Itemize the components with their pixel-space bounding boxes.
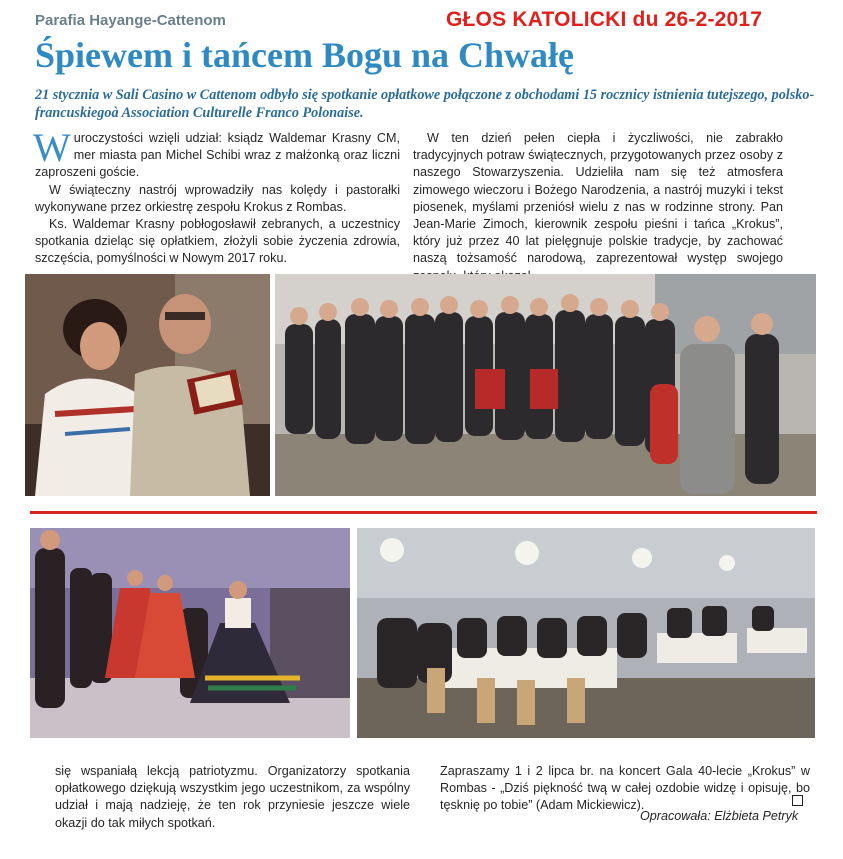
left-column (33, 125, 400, 268)
bottom-left-text: się wspaniałą lekcją patriotyzmu. Organizatorzy spotkania opłatkowego dziękują wszystkim jego uczestnikom, za wspólny udział i mają nadzieję, że ten rok przyniesie jeszcze wiele okazji do tak miłych spotkań. (55, 764, 410, 830)
dropcap: W (33, 125, 71, 170)
left-paragraph-1 (33, 125, 400, 182)
photo-priest-and-singer (25, 274, 270, 496)
headline: Śpiewem i tańcem Bogu na Chwałę (35, 35, 574, 75)
right-paragraph-1: W ten dzień pełen ciepła i życzliwości, nie zabrakło tradycyjnych potraw świątecznych, przygotowanych przez osoby z naszego Stowarzyszenia. Udzieliła nam się też atmosfera zimowego wieczoru i Bożego Narodzenia, a nastrój muzyki i tekst piosenek, myślami przeniósł wielu z nas w rodzinne strony. Pan Jean-Marie Zimoch, kierownik zespołu pieśni i tańca „Krokus”, który już przez 40 lat pielęgnuje polskie tradycje, by zachować naszą tożsamość narodową, zaprezentował występ swojego (413, 131, 783, 266)
lead-paragraph: 21 stycznia w Sali Casino w Cattenom odbyło się spotkanie opłatkowe połączone z obchodami 15 rocznicy istnienia tutejszego, polsko-francuskiegoà Association Culturelle Franco Polonaise. (35, 87, 815, 121)
photo-dining-hall (357, 528, 815, 738)
section-label: Parafia Hayange-Cattenom (35, 12, 226, 29)
source-tag: GŁOS KATOLICKI du 26-2-2017 (446, 8, 763, 31)
right-column (413, 130, 783, 285)
left-paragraph-2: W świąteczny nastrój wprowadziły nas kolędy i pastorałki wykonywane przez orkiestrę zespołu Krokus z Rombas. (35, 182, 400, 214)
photo-group (275, 274, 816, 496)
left-paragraph-3: Ks. Waldemar Krasny pobłogosławił zebranych, a uczestnicy spotkania dzieląc się opłatkiem, złożyli sobie życzenia zdrowia, szczęścia, pomyślności w Nowym 2017 roku. (35, 217, 400, 266)
photo-dancers (30, 528, 350, 738)
bottom-left-column (55, 763, 410, 832)
bottom-right-column (440, 763, 810, 815)
bottom-right-text: Zapraszamy 1 i 2 lipca br. na koncert Gala 40-lecie „Krokus” w Rombas - „Dziś piękność twą w całej ozdobie widzę i opisuję, bo tęsknię po tobie” (Adam Mickiewicz). (440, 764, 810, 813)
red-rule (30, 511, 817, 514)
left-p1-text: uroczystości wzięli udział: ksiądz Waldemar Krasny CM, mer miasta pan Michel Schibi wraz z małżonką oraz liczni zaproszeni goście. (35, 131, 400, 180)
end-of-article-mark (792, 795, 803, 806)
signature: Opracowała: Elżbieta Petryk (640, 809, 799, 823)
